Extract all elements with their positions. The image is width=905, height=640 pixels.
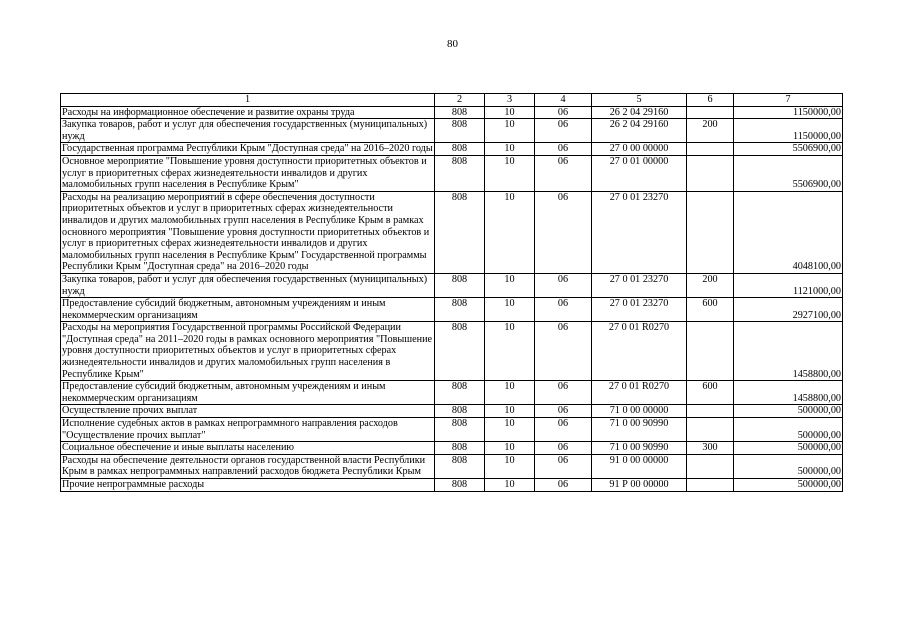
- row-amount: 500000,00: [734, 479, 843, 492]
- row-subsection-code: 06: [535, 405, 592, 418]
- row-grbs-code: 808: [435, 418, 485, 442]
- table-row: [61, 454, 843, 478]
- table-row: [61, 119, 843, 143]
- header-cell: 4: [535, 94, 592, 107]
- row-amount: 5506900,00: [734, 143, 843, 156]
- row-subsection-code: 06: [535, 143, 592, 156]
- row-section-code: 10: [485, 298, 535, 322]
- row-expense-type: [687, 155, 734, 191]
- row-grbs-code: 808: [435, 322, 485, 381]
- table-row: [61, 191, 843, 273]
- row-section-code: 10: [485, 155, 535, 191]
- row-subsection-code: 06: [535, 418, 592, 442]
- row-section-code: 10: [485, 405, 535, 418]
- row-amount: 500000,00: [734, 418, 843, 442]
- row-subsection-code: 06: [535, 106, 592, 119]
- row-description: Закупка товаров, работ и услуг для обеспечения государственных (муниципальных) нужд: [61, 119, 435, 143]
- row-target-article: 27 0 01 00000: [592, 155, 687, 191]
- row-subsection-code: 06: [535, 155, 592, 191]
- row-description: Расходы на реализацию мероприятий в сфере обеспечения доступности приоритетных объектов и услуг в приоритетных сферах жизнедеятельности инвалидов и других маломобильных групп населения в Республике Крым в рамках основного мероприятия "Повышение уровня доступности приоритетных объектов и услуг в приоритетных сферах жизнедеятельности инвалидов и других маломобильных групп населения в Республике Крым" Государственной программы Республики Крым "Доступная среда" на 2016–2020 годы: [61, 191, 435, 273]
- row-target-article: 71 0 00 00000: [592, 405, 687, 418]
- row-target-article: 71 0 00 90990: [592, 442, 687, 455]
- table-row: [61, 106, 843, 119]
- row-subsection-code: 06: [535, 298, 592, 322]
- row-section-code: 10: [485, 381, 535, 405]
- row-subsection-code: 06: [535, 442, 592, 455]
- table-row: [61, 405, 843, 418]
- row-description: Основное мероприятие "Повышение уровня доступности приоритетных объектов и услуг в приоритетных сферах жизнедеятельности инвалидов и других маломобильных групп населения в Республике Крым": [61, 155, 435, 191]
- row-amount: 2927100,00: [734, 298, 843, 322]
- row-target-article: 27 0 01 23270: [592, 298, 687, 322]
- row-subsection-code: 06: [535, 381, 592, 405]
- row-grbs-code: 808: [435, 191, 485, 273]
- row-subsection-code: 06: [535, 273, 592, 297]
- row-expense-type: 200: [687, 119, 734, 143]
- row-target-article: 27 0 01 R0270: [592, 322, 687, 381]
- row-description: Расходы на информационное обеспечение и развитие охраны труда: [61, 106, 435, 119]
- row-expense-type: [687, 405, 734, 418]
- header-cell: 3: [485, 94, 535, 107]
- row-amount: 1458800,00: [734, 381, 843, 405]
- row-subsection-code: 06: [535, 191, 592, 273]
- row-grbs-code: 808: [435, 106, 485, 119]
- row-expense-type: [687, 322, 734, 381]
- row-subsection-code: 06: [535, 479, 592, 492]
- row-amount: 1121000,00: [734, 273, 843, 297]
- row-description: Государственная программа Республики Крым "Доступная среда" на 2016–2020 годы: [62, 143, 433, 155]
- row-target-article: 27 0 01 23270: [592, 273, 687, 297]
- row-amount: 500000,00: [734, 405, 843, 418]
- row-grbs-code: 808: [435, 143, 485, 156]
- table-header-row: [61, 94, 843, 107]
- row-grbs-code: 808: [435, 405, 485, 418]
- row-description: Исполнение судебных актов в рамках непрограммного направления расходов "Осуществление прочих выплат": [61, 418, 435, 442]
- table-row: [61, 442, 843, 455]
- row-grbs-code: 808: [435, 273, 485, 297]
- row-target-article: 91 Р 00 00000: [592, 479, 687, 492]
- row-section-code: 10: [485, 479, 535, 492]
- row-description: Предоставление субсидий бюджетным, автономным учреждениям и иным некоммерческим организациям: [61, 381, 435, 405]
- row-section-code: 10: [485, 454, 535, 478]
- row-expense-type: [687, 418, 734, 442]
- row-target-article: 27 0 01 23270: [592, 191, 687, 273]
- row-description: Расходы на обеспечение деятельности органов государственной власти Республики Крым в рамках непрограммных направлений расходов бюджета Республики Крым: [61, 454, 435, 478]
- row-section-code: 10: [485, 322, 535, 381]
- row-expense-type: [687, 106, 734, 119]
- row-section-code: 10: [485, 418, 535, 442]
- row-section-code: 10: [485, 143, 535, 156]
- row-expense-type: 600: [687, 381, 734, 405]
- row-amount: 500000,00: [734, 454, 843, 478]
- row-target-article: 27 0 00 00000: [592, 143, 687, 156]
- budget-table: [60, 93, 843, 492]
- row-grbs-code: 808: [435, 155, 485, 191]
- page-number: 80: [447, 38, 458, 50]
- header-cell: 7: [734, 94, 843, 107]
- row-subsection-code: 06: [535, 119, 592, 143]
- row-section-code: 10: [485, 442, 535, 455]
- row-amount: 1458800,00: [734, 322, 843, 381]
- table-row: [61, 273, 843, 297]
- table-row: [61, 155, 843, 191]
- row-grbs-code: 808: [435, 381, 485, 405]
- row-section-code: 10: [485, 273, 535, 297]
- header-cell: 6: [687, 94, 734, 107]
- table-row: [61, 418, 843, 442]
- row-target-article: 27 0 01 R0270: [592, 381, 687, 405]
- table-row: [61, 479, 843, 492]
- row-grbs-code: 808: [435, 454, 485, 478]
- row-expense-type: 200: [687, 273, 734, 297]
- row-grbs-code: 808: [435, 298, 485, 322]
- table-row: [61, 322, 843, 381]
- row-expense-type: [687, 143, 734, 156]
- row-description: Прочие непрограммные расходы: [61, 479, 435, 492]
- row-target-article: 71 0 00 90990: [592, 418, 687, 442]
- row-subsection-code: 06: [535, 322, 592, 381]
- header-cell: 5: [592, 94, 687, 107]
- row-description: Расходы на мероприятия Государственной программы Российской Федерации "Доступная среда" на 2011–2020 годы в рамках основного мероприятия "Повышение уровня доступности приоритетных объектов и услуг в приоритетных сферах жизнедеятельности инвалидов и других маломобильных групп населения в Республике Крым": [61, 322, 435, 381]
- row-expense-type: [687, 191, 734, 273]
- row-description: Предоставление субсидий бюджетным, автономным учреждениям и иным некоммерческим организациям: [61, 298, 435, 322]
- row-expense-type: [687, 454, 734, 478]
- row-section-code: 10: [485, 106, 535, 119]
- row-description: Закупка товаров, работ и услуг для обеспечения государственных (муниципальных) нужд: [61, 273, 435, 297]
- row-expense-type: 600: [687, 298, 734, 322]
- row-amount: 1150000,00: [734, 119, 843, 143]
- row-expense-type: [687, 479, 734, 492]
- row-target-article: 26 2 04 29160: [592, 106, 687, 119]
- table-row: [61, 381, 843, 405]
- row-amount: 1150000,00: [734, 106, 843, 119]
- row-target-article: 91 0 00 00000: [592, 454, 687, 478]
- table-row: [61, 298, 843, 322]
- table-row: [61, 143, 843, 156]
- row-description: Социальное обеспечение и иные выплаты населению: [61, 442, 435, 455]
- row-amount: 500000,00: [734, 442, 843, 455]
- row-target-article: 26 2 04 29160: [592, 119, 687, 143]
- row-description: Осуществление прочих выплат: [61, 405, 435, 418]
- row-expense-type: 300: [687, 442, 734, 455]
- header-cell: 2: [435, 94, 485, 107]
- row-section-code: 10: [485, 191, 535, 273]
- row-amount: 5506900,00: [734, 155, 843, 191]
- row-grbs-code: 808: [435, 479, 485, 492]
- row-grbs-code: 808: [435, 442, 485, 455]
- row-section-code: 10: [485, 119, 535, 143]
- row-subsection-code: 06: [535, 454, 592, 478]
- row-amount: 4048100,00: [734, 191, 843, 273]
- header-cell: 1: [61, 94, 435, 107]
- row-grbs-code: 808: [435, 119, 485, 143]
